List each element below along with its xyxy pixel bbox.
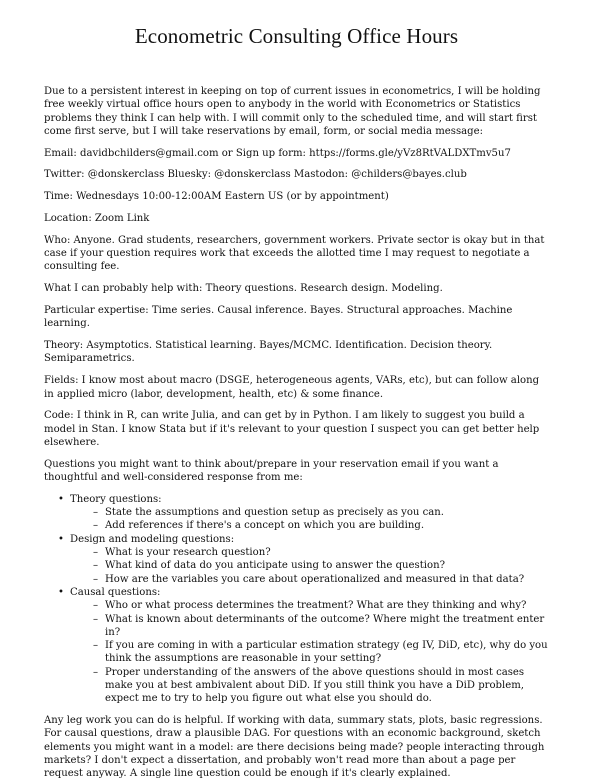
list-item: – Add references if there's a concept on which you are building. [93, 519, 549, 532]
list-item: – Proper understanding of the answers of the above questions should in most cases make you at best ambivalent about DiD. If you still think you have a DiD problem, expect me to try to help you figure out what else you should do. [93, 666, 549, 706]
question-list [44, 493, 549, 706]
code-paragraph: Code: I think in R, can write Julia, and can get by in Python. I am likely to suggest you build a model in Stan. I know Stata but if it's relevant to your question I suspect you can get better help elsewhere. [44, 410, 540, 448]
intro-paragraph: Due to a persistent interest in keeping on top of current issues in econometrics, I will be holding free weekly virtual office hours open to anybody in the world with Econometrics or Statistics problems they think I can help with. I will commit only to the scheduled time, and will start first come first serve, but I will take reservations by email, form, or social media message: [44, 86, 541, 137]
questions-intro: Questions you might want to think about/prepare in your reservation email if you want a thoughtful and well-considered response from me: [44, 458, 499, 484]
sub-list [70, 506, 549, 533]
social-line: Twitter: @donskerclass Bluesky: @donskerclass Mastodon: @childers@bayes.club [44, 169, 467, 181]
group-label: Design and modeling questions: [70, 533, 235, 545]
group-label: Causal questions: [70, 586, 161, 598]
sub-list [70, 599, 549, 705]
closing-paragraph: Any leg work you can do is helpful. If working with data, summary stats, plots, basic regressions. For causal questions, draw a plausible DAG. For questions with an economic background, sketch elements you might want in a model: are there decisions being made? people interacting through markets? I don't expect a dissertation, and probably won't read more than about a page per request anyway. A single line question could be enough if it's clearly explained. [44, 715, 545, 780]
fields-paragraph: Fields: I know most about macro (DSGE, heterogeneous agents, VARs, etc), but can follow along in applied micro (labor, development, health, etc) & some finance. [44, 375, 540, 400]
email-line: Email: davidbchilders@gmail.com or Sign up form: https://forms.gle/yVz8RtVALDXTmv5u7 [44, 147, 511, 159]
group-label: Theory questions: [70, 493, 162, 505]
help-with-line: What I can probably help with: Theory questions. Research design. Modeling. [44, 283, 443, 295]
sub-list [70, 546, 549, 586]
question-group-theory [58, 493, 549, 533]
time-line: Time: Wednesdays 10:00-12:00AM Eastern US (or by appointment) [44, 191, 389, 203]
theory-line: Theory: Asymptotics. Statistical learning. Bayes/MCMC. Identification. Decision theory. Semiparametrics. [44, 340, 493, 365]
list-item: – Who or what process determines the treatment? What are they thinking and why? [93, 599, 549, 612]
list-item: – What is known about determinants of the outcome? Where might the treatment enter in? [93, 613, 549, 640]
list-item: – What is your research question? [93, 546, 549, 559]
question-group-design [58, 533, 549, 586]
expertise-line: Particular expertise: Time series. Causal inference. Bayes. Structural approaches. Machine learning. [44, 305, 513, 330]
list-item: – What kind of data do you anticipate using to answer the question? [93, 559, 549, 572]
list-item: – State the assumptions and question setup as precisely as you can. [93, 506, 549, 519]
question-group-causal [58, 586, 549, 706]
location-line: Location: Zoom Link [44, 213, 150, 225]
page-title: Econometric Consulting Office Hours [134, 24, 459, 48]
who-paragraph: Who: Anyone. Grad students, researchers, government workers. Private sector is okay but in that case if your question requires work that exceeds the allotted time I may request to negotiate a consulting fee. [44, 234, 545, 273]
list-item: – How are the variables you care about operationalized and measured in that data? [93, 573, 549, 586]
list-item: – If you are coming in with a particular estimation strategy (eg IV, DiD, etc), why do you think the assumptions are reasonable in your setting? [93, 639, 549, 666]
